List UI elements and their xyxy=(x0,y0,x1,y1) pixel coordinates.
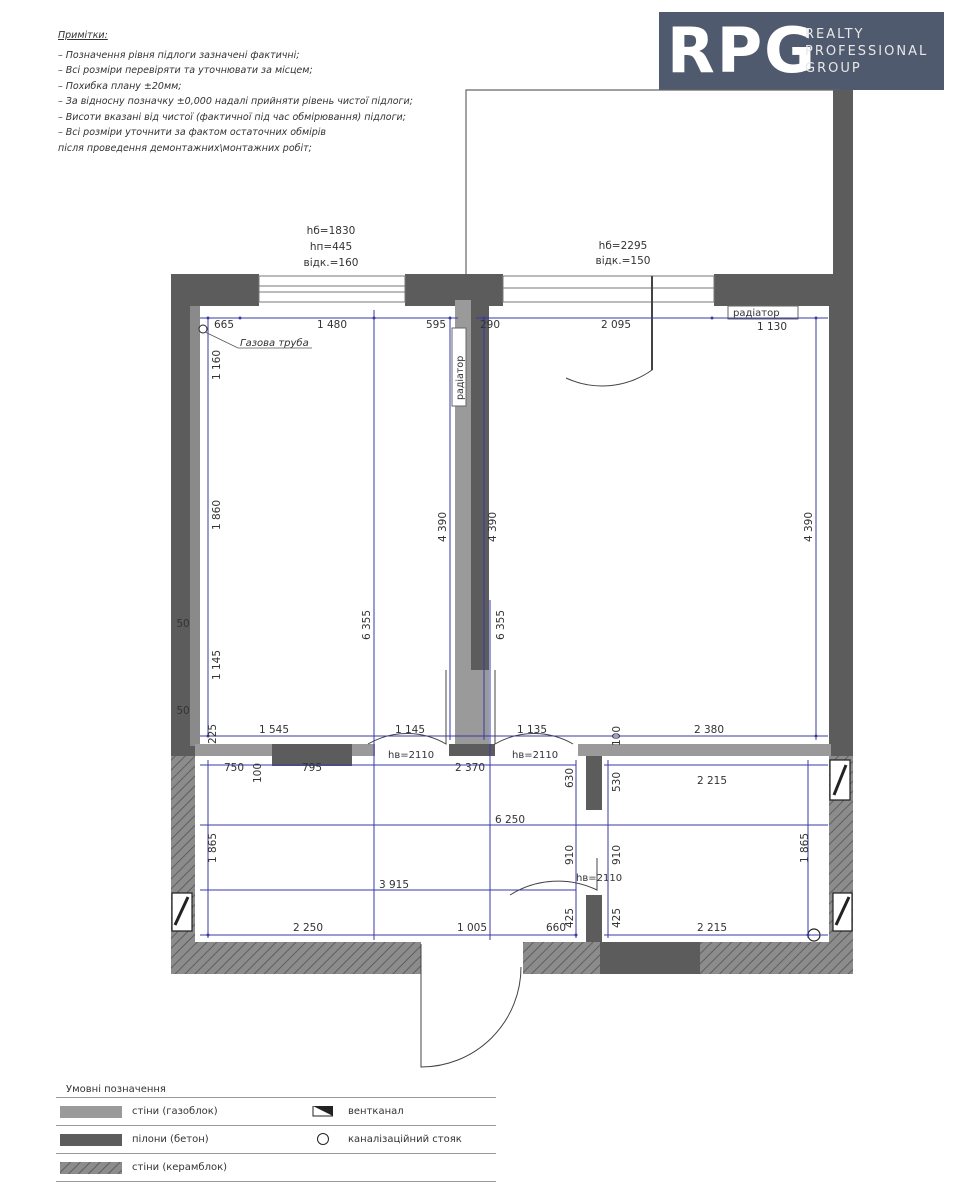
swatch-ceramic xyxy=(60,1162,122,1174)
wall-bottom-left xyxy=(171,942,421,974)
window-left-height: hб=1830 xyxy=(306,225,356,237)
dim-text: 290 xyxy=(479,319,501,331)
dim-text: 1 130 xyxy=(756,321,788,333)
dim-text: 50 xyxy=(176,705,190,717)
dim-text: 595 xyxy=(425,319,447,331)
legend-row xyxy=(56,1097,496,1125)
legend-vent: вентканал xyxy=(348,1106,404,1117)
vent-icon xyxy=(312,1104,334,1118)
dim-text: 660 xyxy=(545,922,567,934)
logo-line: PROFESSIONAL xyxy=(805,44,929,59)
radiator-top-label: радіатор xyxy=(733,308,780,319)
dim-text: 6 355 xyxy=(495,609,507,641)
window-left-sill: hп=445 xyxy=(309,241,353,253)
dim-text: 630 xyxy=(564,767,576,789)
notes-title: Примітки: xyxy=(58,30,108,41)
window-left-slope: відк.=160 xyxy=(303,257,359,269)
swatch-concrete xyxy=(60,1134,122,1146)
dim-text: 425 xyxy=(564,907,576,929)
dim-text: 1 145 xyxy=(211,649,223,681)
legend xyxy=(56,1084,496,1182)
dim-text: 2 215 xyxy=(696,922,728,934)
door-height-3: hв=2110 xyxy=(576,873,623,884)
dim-text: 1 145 xyxy=(394,724,426,736)
legend-row xyxy=(56,1153,496,1182)
dim-text: 3 915 xyxy=(378,879,410,891)
bath-partition-bottom xyxy=(586,895,602,942)
dim-text: 1 480 xyxy=(316,319,348,331)
note-line: – Всі розміри перевіряти та уточнювати за місцем; xyxy=(58,65,313,76)
dim-text: 1 005 xyxy=(456,922,488,934)
dim-text: 425 xyxy=(611,907,623,929)
radiator-side-label: радіатор xyxy=(455,355,466,400)
dim-text: 2 215 xyxy=(696,775,728,787)
dim-text: 100 xyxy=(611,725,623,747)
door-height-1: hв=2110 xyxy=(388,750,435,761)
dim-text: 1 160 xyxy=(211,349,223,381)
dim-text: 50 xyxy=(176,618,190,630)
dim-text: 1 865 xyxy=(799,832,811,864)
pylon-top-left xyxy=(171,274,259,306)
legend-sewer: каналізаційний стояк xyxy=(348,1134,462,1145)
dim-text: 6 250 xyxy=(494,814,526,826)
logo-line: GROUP xyxy=(805,61,862,76)
balcony-outline xyxy=(466,90,840,275)
dim-text: 4 390 xyxy=(487,511,499,543)
dimension-ticks xyxy=(207,317,818,937)
pylon-top-right xyxy=(714,274,853,306)
dim-text: 750 xyxy=(223,762,245,774)
dim-text: 1 135 xyxy=(516,724,548,736)
window-right-height: hб=2295 xyxy=(598,240,648,252)
dim-text: 225 xyxy=(207,723,219,745)
legend-wall-ceramic: стіни (керамблок) xyxy=(132,1162,228,1173)
note-line: – Позначення рівня підлоги зазначені фактичні; xyxy=(58,49,300,61)
dim-text: 665 xyxy=(213,319,235,331)
dim-text: 6 355 xyxy=(361,609,373,641)
gas-pipe-label: Газова труба xyxy=(240,338,309,349)
dim-text: 795 xyxy=(301,762,323,774)
dim-text: 2 380 xyxy=(693,724,725,736)
window-left xyxy=(259,276,405,302)
sewer-icon xyxy=(312,1132,334,1146)
dim-text: 4 390 xyxy=(437,511,449,543)
note-line: – За відносну позначку ±0,000 надалі прийняти рівень чистої підлоги; xyxy=(58,96,413,107)
legend-row xyxy=(56,1125,496,1153)
dim-text: 910 xyxy=(564,844,576,866)
legend-wall-gas: стіни (газоблок) xyxy=(132,1106,218,1117)
dim-text: 4 390 xyxy=(803,511,815,543)
logo-line: REALTY xyxy=(805,27,865,42)
logo-mark: RPG xyxy=(667,14,818,87)
dim-text: 1 860 xyxy=(211,499,223,531)
dim-text: 2 370 xyxy=(454,762,486,774)
note-line: після проведення демонтажних\монтажних робіт; xyxy=(58,142,312,154)
door-height-2: hв=2110 xyxy=(512,750,559,761)
note-line: – Похибка плану ±20мм; xyxy=(58,80,182,92)
dim-text: 910 xyxy=(611,844,623,866)
dim-text: 1 545 xyxy=(258,724,290,736)
wall-right xyxy=(829,306,853,756)
balcony-pylon xyxy=(833,90,853,276)
dim-text: 2 095 xyxy=(600,319,632,331)
swatch-gasblock xyxy=(60,1106,122,1118)
legend-title: Умовні позначення xyxy=(66,1084,166,1095)
legend-pylon: пілони (бетон) xyxy=(132,1134,209,1145)
wall-lower-left xyxy=(171,756,195,974)
note-line: – Висоти вказані від чистої (фактичної під час обмірювання) підлоги; xyxy=(58,111,406,123)
vent-channels xyxy=(172,760,852,931)
dim-text: 2 250 xyxy=(292,922,324,934)
dim-text: 100 xyxy=(252,762,264,784)
window-right-slope: відк.=150 xyxy=(595,255,651,267)
dim-text: 1 865 xyxy=(207,832,219,864)
dim-text: 530 xyxy=(611,771,623,793)
note-line: – Всі розміри уточнити за фактом остаточних обмірів xyxy=(58,127,327,138)
bath-partition-top xyxy=(586,756,602,810)
window-right xyxy=(503,276,714,302)
dimension-lines xyxy=(200,310,828,940)
